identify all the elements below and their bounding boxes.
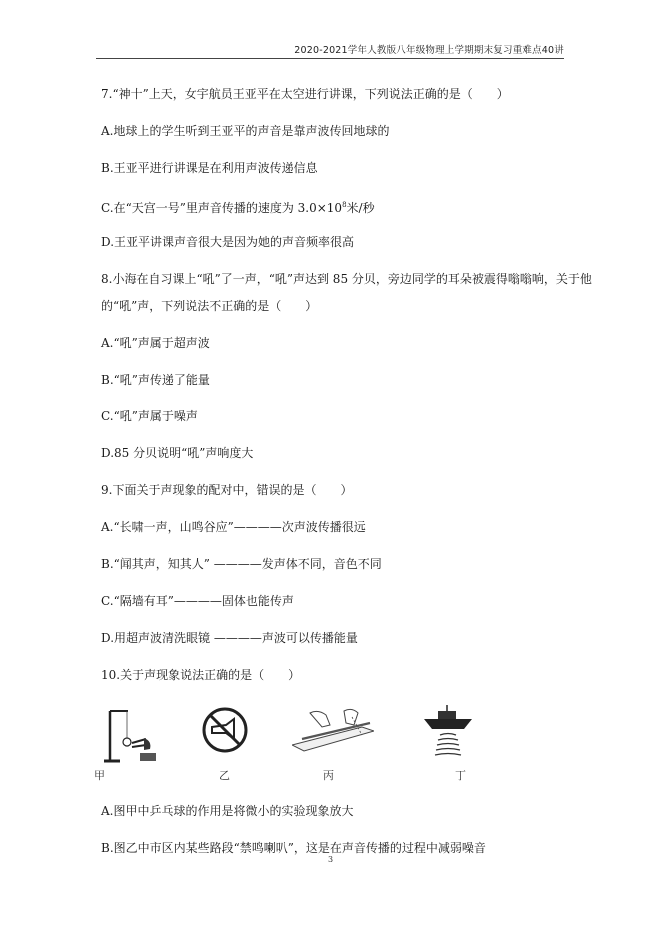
question-7-option-a: A.地球上的学生听到王亚平的声音是靠声波传回地球的 xyxy=(101,124,390,138)
question-7-option-d: D.王亚平讲课声音很大是因为她的声音频率很高 xyxy=(101,235,355,249)
figure-jia xyxy=(100,705,162,771)
page-number: 3 xyxy=(327,855,334,864)
question-9-option-d: D.用超声波清洗眼镜 ————声波可以传播能量 xyxy=(101,631,358,645)
question-8-option-a: A.“吼”声属于超声波 xyxy=(101,336,210,350)
question-7-option-b: B.王亚平进行讲课是在利用声波传递信息 xyxy=(101,161,318,175)
exponent: 8 xyxy=(342,201,347,209)
question-8-stem-line-1: 8.小海在自习课上“吼”了一声，“吼”声达到 85 分贝，旁边同学的耳朵被震得嗡嗡响，关于他 xyxy=(101,272,592,286)
ruler-on-table-icon xyxy=(292,705,374,763)
page-header: 2020-2021学年人教版八年级物理上学期期末复习重难点40讲 xyxy=(294,45,564,56)
question-10-option-a: A.图甲中乒乓球的作用是将微小的实验现象放大 xyxy=(101,804,354,818)
figure-label-yi: 乙 xyxy=(219,769,230,782)
question-9-option-b: B.“闻其声，知其人” ————发声体不同，音色不同 xyxy=(101,557,382,571)
question-9-option-a: A.“长啸一声，山鸣谷应”————次声波传播很远 xyxy=(101,520,366,534)
question-9-option-c: C.“隔墙有耳”————固体也能传声 xyxy=(101,594,294,608)
no-horn-sign-icon xyxy=(200,705,250,755)
figure-label-ding: 丁 xyxy=(455,769,466,782)
figure-yi xyxy=(200,705,250,759)
ship-sonar-icon xyxy=(418,705,478,763)
tuning-fork-pingpong-icon xyxy=(100,705,162,767)
figure-bing xyxy=(292,705,374,767)
header-rule xyxy=(96,58,564,59)
question-8-option-c: C.“吼”声属于噪声 xyxy=(101,409,198,423)
question-9-stem: 9.下面关于声现象的配对中，错误的是（ ） xyxy=(101,483,353,497)
option-c-text: C.在“天宫一号”里声音传播的速度为 3.0×10 xyxy=(101,201,343,215)
question-7-stem: 7.“神十”上天，女宇航员王亚平在太空进行讲课，下列说法正确的是（ ） xyxy=(101,87,509,101)
question-10-option-b: B.图乙中市区内某些路段“禁鸣喇叭”，这是在声音传播的过程中减弱噪音 xyxy=(101,841,486,855)
figure-label-bing: 丙 xyxy=(323,769,334,782)
figure-label-jia: 甲 xyxy=(94,769,105,782)
question-8-option-d: D.85 分贝说明“吼”声响度大 xyxy=(101,446,254,460)
option-c-unit: 米/秒 xyxy=(346,201,375,215)
question-7-option-c xyxy=(101,197,375,216)
question-10-stem: 10.关于声现象说法正确的是（ ） xyxy=(101,668,301,682)
figure-ding xyxy=(418,705,478,767)
question-8-stem-line-2: 的“吼”声，下列说法不正确的是（ ） xyxy=(101,299,318,313)
question-10-figures xyxy=(96,705,566,783)
question-8-option-b: B.“吼”声传递了能量 xyxy=(101,373,210,387)
